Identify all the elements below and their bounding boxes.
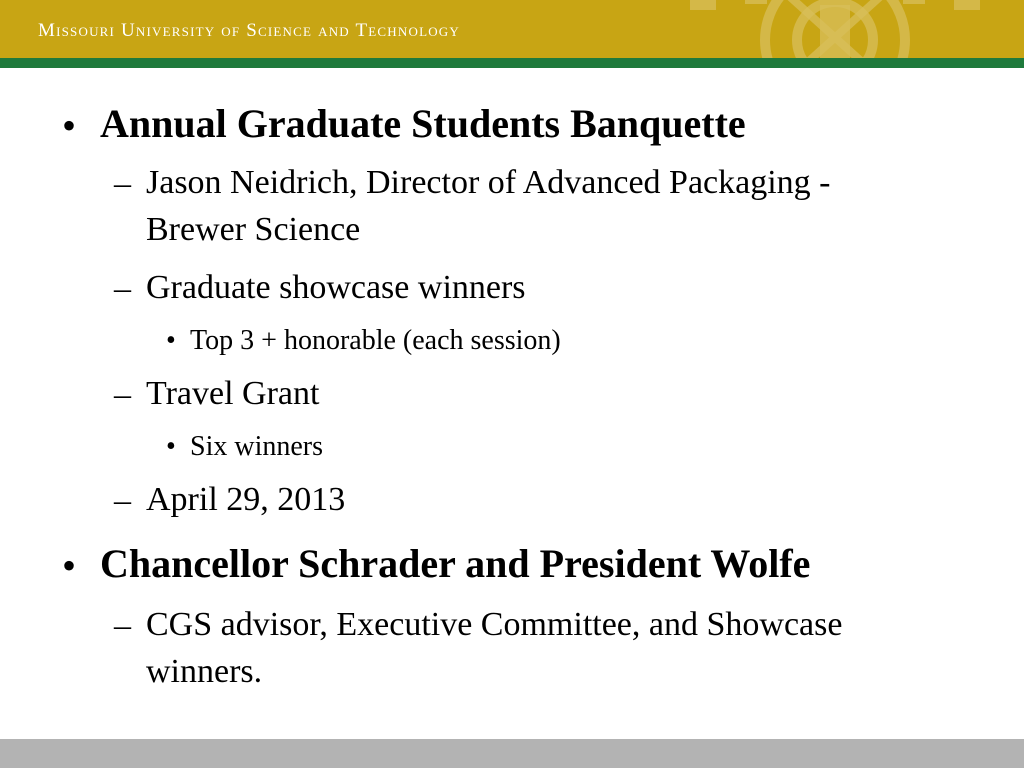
sub-bullet-text: Brewer Science (146, 211, 361, 248)
sub-sub-bullet-text: Six winners (190, 431, 323, 462)
dash-marker: – (114, 270, 131, 307)
bullet-heading: Chancellor Schrader and President Wolfe (100, 541, 811, 586)
bullet-marker: • (62, 543, 77, 588)
sub-bullet-text: Graduate showcase winners (146, 269, 526, 306)
university-name: Missouri University of Science and Technology (38, 20, 460, 41)
bullet-marker: • (166, 431, 176, 462)
dash-marker: – (114, 482, 131, 519)
sub-bullet-text: Jason Neidrich, Director of Advanced Packaging - (146, 164, 831, 201)
bullet-heading: Annual Graduate Students Banquette (100, 101, 746, 146)
sub-bullet-text: winners. (146, 653, 263, 690)
bullet-marker: • (166, 325, 176, 356)
bullet-marker: • (62, 103, 77, 148)
sub-bullet-text: April 29, 2013 (146, 481, 346, 518)
footer-bar (0, 739, 1024, 768)
dash-marker: – (114, 376, 131, 413)
dash-marker: – (114, 165, 131, 202)
sub-bullet-text: Travel Grant (146, 375, 320, 412)
sub-sub-bullet-text: Top 3 + honorable (each session) (190, 325, 561, 356)
dash-marker: – (114, 607, 131, 644)
sub-bullet-text: CGS advisor, Executive Committee, and Showcase (146, 606, 843, 643)
